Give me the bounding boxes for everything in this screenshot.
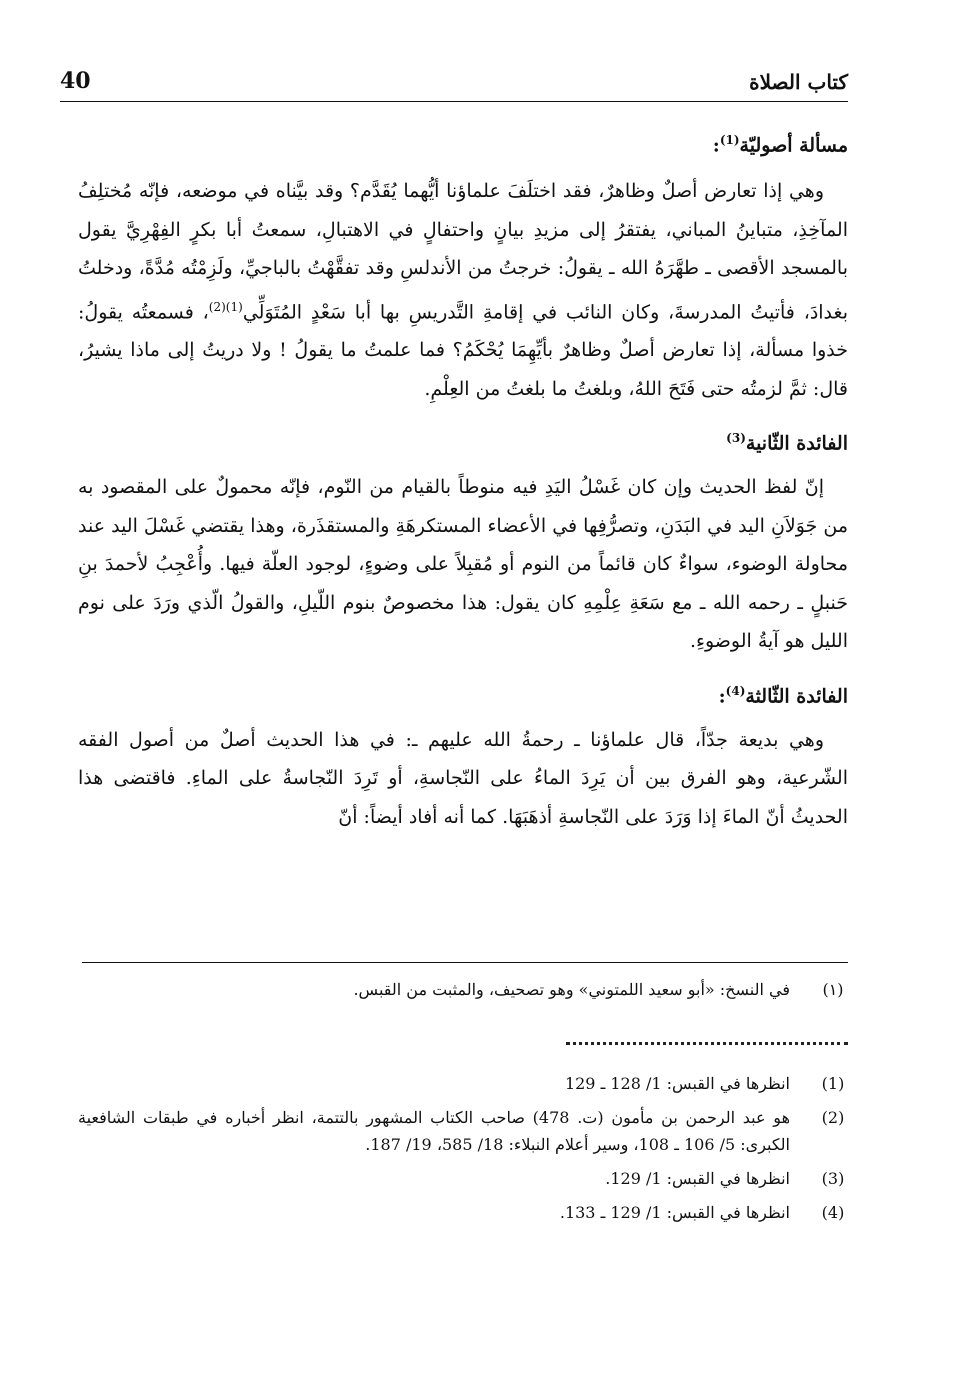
footnote-text: انظرها في القبس: 1/ 129 ـ 133. bbox=[559, 1203, 790, 1222]
page-number: 40 bbox=[60, 68, 91, 94]
paragraph bbox=[78, 172, 848, 408]
footnote-number: (1) bbox=[821, 1074, 845, 1093]
heading-text: الفائدة الثّانية bbox=[745, 432, 848, 455]
heading-colon: : bbox=[712, 134, 720, 157]
chapter-title: كتاب الصلاة bbox=[749, 70, 848, 94]
footnote bbox=[78, 1165, 848, 1192]
section-heading-third-benefit bbox=[78, 669, 848, 713]
editor-footnotes bbox=[78, 976, 848, 1009]
footnote-text: في النسخ: «أبو سعيد اللمتوني» وهو تصحيف، والمثبت من القبس. bbox=[353, 980, 790, 999]
footnote-text: هو عبد الرحمن بن مأمون (ت. 478) صاحب الكتاب المشهور بالتتمة، انظر أخباره في طبقات الشافعية الكبرى: 5/ 106 ـ 108، وسير أعلام النبلاء: 18/ 585، 19/ 187. bbox=[78, 1108, 791, 1154]
dotted-separator bbox=[566, 1042, 848, 1045]
footnote-ref: (1) bbox=[719, 133, 740, 147]
footnote bbox=[78, 1199, 848, 1226]
source-footnotes bbox=[78, 1070, 848, 1233]
footnote-number: (2) bbox=[821, 1108, 845, 1127]
section-heading-second-benefit bbox=[78, 416, 848, 460]
footnote-number: (3) bbox=[821, 1169, 845, 1188]
footnote-text: انظرها في القبس: 1/ 128 ـ 129 bbox=[564, 1074, 790, 1093]
footnote-ref: (1)(2) bbox=[208, 299, 243, 314]
heading-text: الفائدة الثّالثة bbox=[745, 685, 848, 708]
paragraph: إنّ لفظ الحديث وإن كان غَسْلُ اليَدِ فيه منوطاً بالقيام من النّوم، فإنّه محمولٌ على المقصود به من جَوَلاَنِ اليد في البَدَنِ، وتصرُّفِها في الأعضاء المستكرهَةِ والمستقذَرة، وهذا يقتضي غَسْلَ اليد عند محاولة الوضوء، سواءٌ كان قائماً من النوم أو مُقبِلاً على وضوءٍ، لوجود العلّة فيها. وأُعْجِبُ لأحمدَ بنِ حَنبلٍ ـ رحمه الله ـ مع سَعَةِ عِلْمِهِ كان يقول: هذا مخصوصٌ بنوم اللّيلِ، والقولُ الّذي ورَدَ على نوم الليل هو آيةُ الوضوءِ. bbox=[78, 476, 848, 653]
footnote bbox=[78, 1104, 848, 1158]
footnote-number: (4) bbox=[821, 1203, 845, 1222]
paragraph: وهي بديعة جدّاً، قال علماؤنا ـ رحمةُ الله عليهم ـ: في هذا الحديث أصلٌ من أصول الفقه الشّرعية، وهو الفرق بين أن يَرِدَ الماءُ على النّجاسةِ، أو تَرِدَ النّجاسةُ على الماءِ. فاقتضى هذا الحديثُ أنّ الماءَ إذا وَرَدَ على النّجاسةِ أذهَبَهَا. كما أنه أفاد أيضاً: أنّ bbox=[78, 728, 848, 828]
footnote-ref: (3) bbox=[726, 431, 746, 446]
footnote-divider bbox=[82, 962, 848, 963]
section-heading-usuli bbox=[78, 118, 848, 162]
main-text bbox=[78, 118, 848, 844]
footnote-number: (١) bbox=[822, 980, 844, 999]
paragraph-text: وهي إذا تعارض أصلٌ وظاهرٌ، فقد اختلَفَ علماؤنا أيُّهما يُقَدَّم؟ وقد بيَّناه في موضعه، فإنّه مُختلِفُ المآخِذِ، متباينُ المباني، يفتقرُ إلى مزيدِ بيانٍ واحتفالٍ في الاهتبالِ، سمعتُ أبا بكرٍ الفِهْرِيَّ يقول بالمسجد الأقصى ـ طهَّرَهُ الله ـ يقولُ: خرجتُ من الأندلسِ وقد تفقَّهْتُ بالباجيِّ، ولَزِمْتُه مُدَّةً، ودخلتُ بغدادَ، فأتيتُ المدرسةَ، وكان النائب في إقامةِ التَّدريسِ بها أبا سَعْدٍ المُتَوَلِّي bbox=[78, 180, 848, 323]
footnote bbox=[78, 1070, 848, 1097]
heading-text: مسألة أصوليّة bbox=[739, 134, 848, 157]
footnote-ref: (4) bbox=[725, 683, 746, 698]
header-divider bbox=[60, 101, 848, 102]
paragraph-text: ، فسمعتُه يقولُ: خذوا مسألة، إذا تعارض أصلٌ وظاهرٌ بأيِّهِمَا يُحْكَمُ؟ فما علمتُ ما يقولُ ! ولا دريتُ إلى ماذا يشيرُ، قال: ثمَّ لزمتُه حتى فَتَحَ اللهُ، وبلغتُ ما بلغتُ من العِلْمِ. bbox=[78, 300, 848, 400]
running-header bbox=[60, 68, 848, 102]
heading-colon: : bbox=[718, 685, 726, 708]
footnote-text: انظرها في القبس: 1/ 129. bbox=[605, 1169, 790, 1188]
footnote bbox=[78, 976, 848, 1003]
